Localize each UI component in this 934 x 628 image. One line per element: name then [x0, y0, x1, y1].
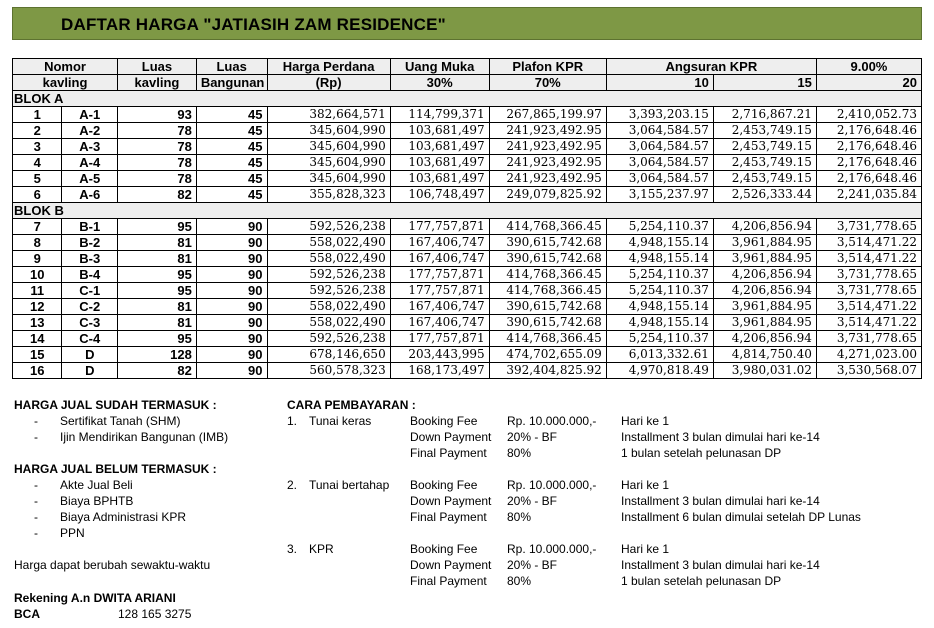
angsuran-20: 2,241,035.84 [816, 187, 921, 203]
payment-type: Booking Fee [410, 478, 478, 492]
table-row [13, 123, 922, 139]
col-20-years: 20 [816, 75, 921, 91]
dash: - [34, 430, 38, 444]
table-row [13, 155, 922, 171]
table-row [13, 363, 922, 379]
luas-bangunan: 45 [196, 171, 267, 187]
payment-description: Installment 3 bulan dimulai hari ke-14 [621, 494, 820, 508]
harga: 592,526,238 [267, 267, 390, 283]
angsuran-10: 3,155,237.97 [606, 187, 713, 203]
plafon-kpr: 390,615,742.68 [489, 235, 606, 251]
row-number: 4 [13, 155, 62, 171]
luas-bangunan: 90 [196, 299, 267, 315]
angsuran-15: 2,716,867.21 [713, 107, 816, 123]
col-plafon-kpr-sub: 70% [489, 75, 606, 91]
excluded-item: PPN [60, 526, 85, 540]
plafon-kpr: 241,923,492.95 [489, 171, 606, 187]
luas-kavling: 78 [118, 139, 197, 155]
dash: - [34, 526, 38, 540]
angsuran-20: 2,410,052.73 [816, 107, 921, 123]
table-row [13, 251, 922, 267]
angsuran-15: 4,206,856.94 [713, 267, 816, 283]
angsuran-10: 4,948,155.14 [606, 299, 713, 315]
kavling-id: A-4 [62, 155, 118, 171]
angsuran-15: 4,206,856.94 [713, 283, 816, 299]
kavling-id: A-2 [62, 123, 118, 139]
table-row [13, 235, 922, 251]
uang-muka: 167,406,747 [390, 251, 489, 267]
uang-muka: 103,681,497 [390, 123, 489, 139]
included-item: Sertifikat Tanah (SHM) [60, 414, 181, 428]
luas-kavling: 82 [118, 187, 197, 203]
angsuran-20: 3,514,471.22 [816, 299, 921, 315]
angsuran-20: 3,731,778.65 [816, 267, 921, 283]
harga: 345,604,990 [267, 123, 390, 139]
harga: 592,526,238 [267, 331, 390, 347]
angsuran-20: 3,514,471.22 [816, 251, 921, 267]
angsuran-10: 5,254,110.37 [606, 283, 713, 299]
table-row [13, 347, 922, 363]
rekening-label: Rekening A.n DWITA ARIANI [14, 591, 176, 605]
luas-kavling: 82 [118, 363, 197, 379]
table-row [13, 283, 922, 299]
row-number: 10 [13, 267, 62, 283]
uang-muka: 168,173,497 [390, 363, 489, 379]
luas-bangunan: 90 [196, 331, 267, 347]
payment-description: 1 bulan setelah pelunasan DP [621, 574, 782, 588]
kavling-id: C-2 [62, 299, 118, 315]
row-number: 2 [13, 123, 62, 139]
uang-muka: 114,799,371 [390, 107, 489, 123]
angsuran-10: 3,064,584.57 [606, 171, 713, 187]
table-row [13, 219, 922, 235]
blok-b-header [13, 203, 922, 219]
col-luas-bangunan: Luas [196, 59, 267, 75]
kavling-id: C-3 [62, 315, 118, 331]
plafon-kpr: 414,768,366.45 [489, 267, 606, 283]
col-15-years: 15 [713, 75, 816, 91]
excluded-heading: HARGA JUAL BELUM TERMASUK : [14, 462, 217, 476]
luas-bangunan: 45 [196, 155, 267, 171]
table-row [13, 267, 922, 283]
method-number: 2. [287, 478, 298, 492]
angsuran-10: 4,948,155.14 [606, 251, 713, 267]
title-bar [12, 7, 922, 40]
table-row [13, 187, 922, 203]
kavling-id: B-3 [62, 251, 118, 267]
plafon-kpr: 390,615,742.68 [489, 299, 606, 315]
payment-description: Installment 3 bulan dimulai hari ke-14 [621, 558, 820, 572]
row-number: 13 [13, 315, 62, 331]
col-rate: 9.00% [816, 59, 921, 75]
luas-kavling: 81 [118, 235, 197, 251]
luas-bangunan: 45 [196, 107, 267, 123]
blok-label: BLOK A [13, 91, 922, 107]
row-number: 9 [13, 251, 62, 267]
excluded-item: Akte Jual Beli [60, 478, 133, 492]
payment-amount: Rp. 10.000.000,- [507, 478, 597, 492]
row-number: 1 [13, 107, 62, 123]
row-number: 3 [13, 139, 62, 155]
included-heading: HARGA JUAL SUDAH TERMASUK : [14, 398, 217, 412]
luas-bangunan: 90 [196, 347, 267, 363]
method-name: Tunai bertahap [309, 478, 390, 492]
luas-bangunan: 90 [196, 315, 267, 331]
page-title: DAFTAR HARGA "JATIASIH ZAM RESIDENCE" [61, 15, 446, 34]
angsuran-15: 3,961,884.95 [713, 299, 816, 315]
table-row [13, 107, 922, 123]
uang-muka: 167,406,747 [390, 299, 489, 315]
method-name: KPR [309, 542, 334, 556]
col-harga: Harga Perdana [267, 59, 390, 75]
payment-description: Hari ke 1 [621, 542, 670, 556]
angsuran-15: 2,453,749.15 [713, 139, 816, 155]
luas-kavling: 95 [118, 283, 197, 299]
row-number: 12 [13, 299, 62, 315]
angsuran-10: 4,970,818.49 [606, 363, 713, 379]
payment-description: Installment 3 bulan dimulai hari ke-14 [621, 430, 820, 444]
uang-muka: 103,681,497 [390, 155, 489, 171]
angsuran-15: 3,961,884.95 [713, 251, 816, 267]
payment-amount: 80% [507, 574, 532, 588]
harga: 558,022,490 [267, 315, 390, 331]
angsuran-20: 3,514,471.22 [816, 235, 921, 251]
payment-type: Final Payment [410, 574, 487, 588]
payment-type: Booking Fee [410, 542, 478, 556]
row-number: 5 [13, 171, 62, 187]
uang-muka: 203,443,995 [390, 347, 489, 363]
harga: 678,146,650 [267, 347, 390, 363]
angsuran-20: 4,271,023.00 [816, 347, 921, 363]
col-harga-sub: (Rp) [267, 75, 390, 91]
payment-description: Hari ke 1 [621, 478, 670, 492]
kavling-id: A-3 [62, 139, 118, 155]
uang-muka: 177,757,871 [390, 331, 489, 347]
plafon-kpr: 249,079,825.92 [489, 187, 606, 203]
plafon-kpr: 241,923,492.95 [489, 123, 606, 139]
payment-type: Final Payment [410, 446, 487, 460]
kavling-id: B-2 [62, 235, 118, 251]
blok-label: BLOK B [13, 203, 922, 219]
angsuran-20: 2,176,648.46 [816, 123, 921, 139]
angsuran-20: 3,530,568.07 [816, 363, 921, 379]
payment-amount: 80% [507, 446, 532, 460]
plafon-kpr: 392,404,825.92 [489, 363, 606, 379]
angsuran-10: 5,254,110.37 [606, 267, 713, 283]
luas-kavling: 78 [118, 155, 197, 171]
uang-muka: 106,748,497 [390, 187, 489, 203]
luas-bangunan: 45 [196, 139, 267, 155]
angsuran-20: 2,176,648.46 [816, 171, 921, 187]
col-angsuran: Angsuran KPR [606, 59, 816, 75]
row-number: 7 [13, 219, 62, 235]
angsuran-10: 3,393,203.15 [606, 107, 713, 123]
angsuran-10: 5,254,110.37 [606, 219, 713, 235]
payment-type: Down Payment [410, 430, 492, 444]
uang-muka: 177,757,871 [390, 283, 489, 299]
luas-kavling: 81 [118, 251, 197, 267]
plafon-kpr: 241,923,492.95 [489, 155, 606, 171]
plafon-kpr: 390,615,742.68 [489, 251, 606, 267]
angsuran-20: 3,731,778.65 [816, 219, 921, 235]
kavling-id: B-1 [62, 219, 118, 235]
kavling-id: C-1 [62, 283, 118, 299]
luas-bangunan: 90 [196, 363, 267, 379]
payment-description: Hari ke 1 [621, 414, 670, 428]
col-10-years: 10 [606, 75, 713, 91]
plafon-kpr: 414,768,366.45 [489, 331, 606, 347]
angsuran-15: 3,961,884.95 [713, 315, 816, 331]
angsuran-15: 4,206,856.94 [713, 219, 816, 235]
table-row [13, 315, 922, 331]
bank-name: BCA [14, 607, 40, 621]
table-row [13, 171, 922, 187]
luas-bangunan: 90 [196, 251, 267, 267]
angsuran-15: 3,961,884.95 [713, 235, 816, 251]
kavling-id: D [62, 363, 118, 379]
angsuran-20: 3,731,778.65 [816, 331, 921, 347]
dash: - [34, 510, 38, 524]
uang-muka: 167,406,747 [390, 315, 489, 331]
included-item: Ijin Mendirikan Bangunan (IMB) [60, 430, 229, 444]
harga: 592,526,238 [267, 283, 390, 299]
row-number: 15 [13, 347, 62, 363]
luas-kavling: 128 [118, 347, 197, 363]
kavling-id: A-1 [62, 107, 118, 123]
kavling-id: B-4 [62, 267, 118, 283]
payment-amount: Rp. 10.000.000,- [507, 542, 597, 556]
harga: 382,664,571 [267, 107, 390, 123]
luas-kavling: 78 [118, 123, 197, 139]
uang-muka: 103,681,497 [390, 171, 489, 187]
excluded-item: Biaya Administrasi KPR [60, 510, 187, 524]
col-luas-kavling: Luas [118, 59, 197, 75]
table-row [13, 139, 922, 155]
luas-kavling: 78 [118, 171, 197, 187]
angsuran-20: 2,176,648.46 [816, 155, 921, 171]
col-luas-bangunan-sub: Bangunan [196, 75, 267, 91]
dash: - [34, 478, 38, 492]
col-uang-muka-sub: 30% [390, 75, 489, 91]
row-number: 11 [13, 283, 62, 299]
harga: 558,022,490 [267, 251, 390, 267]
angsuran-15: 3,980,031.02 [713, 363, 816, 379]
dash: - [34, 494, 38, 508]
angsuran-10: 4,948,155.14 [606, 235, 713, 251]
method-number: 3. [287, 542, 298, 556]
method-name: Tunai keras [309, 414, 372, 428]
row-number: 8 [13, 235, 62, 251]
angsuran-15: 2,453,749.15 [713, 123, 816, 139]
row-number: 6 [13, 187, 62, 203]
account-number: 128 165 3275 [118, 607, 192, 621]
payment-amount: 20% - BF [507, 494, 558, 508]
col-plafon-kpr: Plafon KPR [489, 59, 606, 75]
header-row-2 [13, 75, 922, 91]
harga: 558,022,490 [267, 299, 390, 315]
angsuran-15: 4,206,856.94 [713, 331, 816, 347]
kavling-id: D [62, 347, 118, 363]
excluded-item: Biaya BPHTB [60, 494, 134, 508]
luas-kavling: 81 [118, 299, 197, 315]
row-number: 16 [13, 363, 62, 379]
harga: 345,604,990 [267, 155, 390, 171]
row-number: 14 [13, 331, 62, 347]
uang-muka: 177,757,871 [390, 267, 489, 283]
dash: - [34, 414, 38, 428]
harga: 558,022,490 [267, 235, 390, 251]
luas-kavling: 93 [118, 107, 197, 123]
luas-kavling: 81 [118, 315, 197, 331]
plafon-kpr: 414,768,366.45 [489, 283, 606, 299]
harga: 592,526,238 [267, 219, 390, 235]
table-row [13, 299, 922, 315]
plafon-kpr: 414,768,366.45 [489, 219, 606, 235]
luas-bangunan: 90 [196, 235, 267, 251]
luas-bangunan: 45 [196, 123, 267, 139]
payment-amount: Rp. 10.000.000,- [507, 414, 597, 428]
col-nomor-sub: kavling [13, 75, 118, 91]
angsuran-10: 6,013,332.61 [606, 347, 713, 363]
luas-bangunan: 45 [196, 187, 267, 203]
luas-bangunan: 90 [196, 219, 267, 235]
payment-heading: CARA PEMBAYARAN : [287, 398, 416, 412]
angsuran-10: 3,064,584.57 [606, 123, 713, 139]
plafon-kpr: 267,865,199.97 [489, 107, 606, 123]
angsuran-15: 2,453,749.15 [713, 171, 816, 187]
plafon-kpr: 474,702,655.09 [489, 347, 606, 363]
payment-type: Booking Fee [410, 414, 478, 428]
payment-amount: 80% [507, 510, 532, 524]
payment-description: Installment 6 bulan dimulai setelah DP Lunas [621, 510, 861, 524]
harga: 345,604,990 [267, 171, 390, 187]
angsuran-20: 3,514,471.22 [816, 315, 921, 331]
plafon-kpr: 390,615,742.68 [489, 315, 606, 331]
payment-type: Down Payment [410, 558, 492, 572]
col-luas-kavling-sub: kavling [118, 75, 197, 91]
angsuran-20: 2,176,648.46 [816, 139, 921, 155]
payment-description: 1 bulan setelah pelunasan DP [621, 446, 782, 460]
angsuran-10: 4,948,155.14 [606, 315, 713, 331]
kavling-id: A-6 [62, 187, 118, 203]
blok-a-header [13, 91, 922, 107]
col-nomor: Nomor [13, 59, 118, 75]
kavling-id: A-5 [62, 171, 118, 187]
payment-type: Down Payment [410, 494, 492, 508]
uang-muka: 167,406,747 [390, 235, 489, 251]
harga: 345,604,990 [267, 139, 390, 155]
luas-kavling: 95 [118, 267, 197, 283]
luas-kavling: 95 [118, 219, 197, 235]
price-table [12, 58, 922, 379]
method-number: 1. [287, 414, 298, 428]
uang-muka: 103,681,497 [390, 139, 489, 155]
col-uang-muka: Uang Muka [390, 59, 489, 75]
uang-muka: 177,757,871 [390, 219, 489, 235]
luas-bangunan: 90 [196, 283, 267, 299]
angsuran-10: 3,064,584.57 [606, 139, 713, 155]
kavling-id: C-4 [62, 331, 118, 347]
angsuran-10: 5,254,110.37 [606, 331, 713, 347]
angsuran-10: 3,064,584.57 [606, 155, 713, 171]
payment-type: Final Payment [410, 510, 487, 524]
angsuran-15: 4,814,750.40 [713, 347, 816, 363]
luas-kavling: 95 [118, 331, 197, 347]
angsuran-20: 3,731,778.65 [816, 283, 921, 299]
luas-bangunan: 90 [196, 267, 267, 283]
harga: 355,828,323 [267, 187, 390, 203]
payment-amount: 20% - BF [507, 558, 558, 572]
angsuran-15: 2,526,333.44 [713, 187, 816, 203]
angsuran-15: 2,453,749.15 [713, 155, 816, 171]
payment-amount: 20% - BF [507, 430, 558, 444]
harga: 560,578,323 [267, 363, 390, 379]
table-row [13, 331, 922, 347]
header-row-1 [13, 59, 922, 75]
plafon-kpr: 241,923,492.95 [489, 139, 606, 155]
price-note: Harga dapat berubah sewaktu-waktu [14, 558, 211, 572]
